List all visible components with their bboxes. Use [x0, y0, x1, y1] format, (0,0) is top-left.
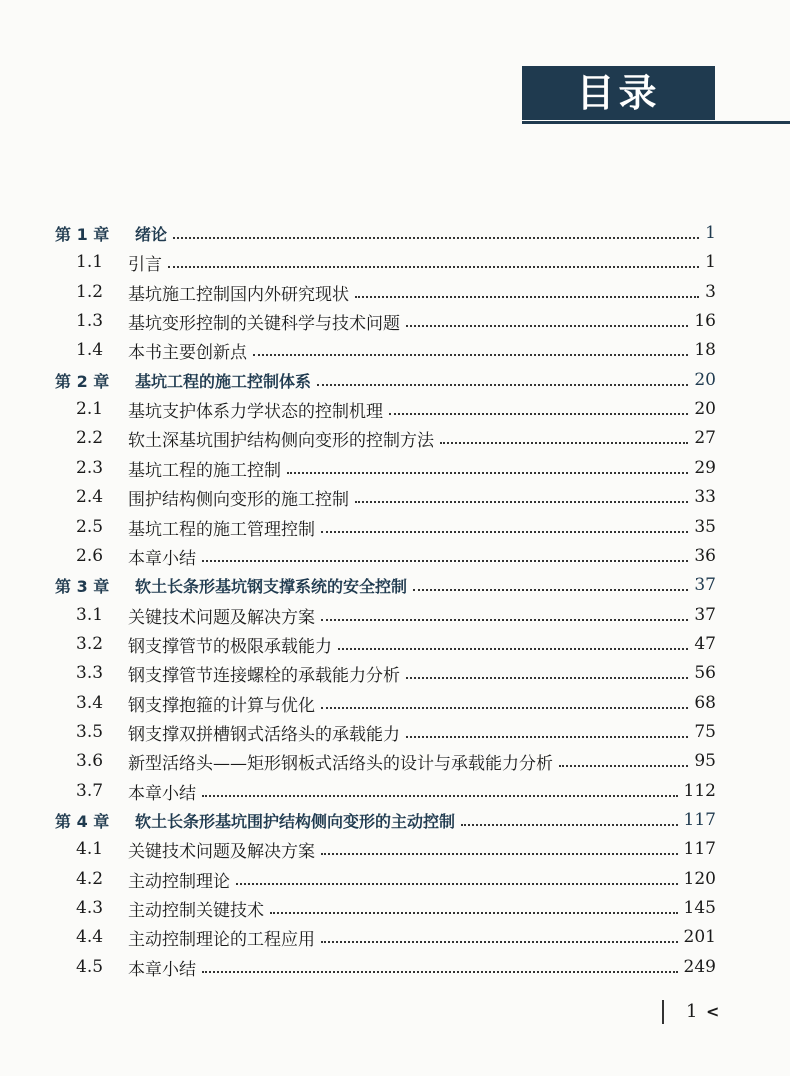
- toc-leader-dots: [253, 354, 688, 356]
- toc-leader-dots: [202, 795, 678, 797]
- toc-entry-number: 2.3: [76, 458, 104, 478]
- toc-entry-page: 68: [694, 693, 716, 713]
- toc-section-row[interactable]: [0, 307, 790, 335]
- toc-entry-number: 1.4: [76, 340, 104, 360]
- toc-entry-page: 95: [694, 751, 716, 771]
- toc-section-row[interactable]: [0, 248, 790, 276]
- toc-entry-title: 基坑施工控制国内外研究现状: [128, 284, 349, 305]
- toc-leader-dots: [287, 472, 688, 474]
- toc-entry-number: 4.4: [76, 927, 104, 947]
- toc-entry-number: 3.5: [76, 722, 104, 742]
- toc-section-row[interactable]: [0, 542, 790, 570]
- toc-section-row[interactable]: [0, 659, 790, 687]
- toc-entry-title: 围护结构侧向变形的施工控制: [128, 489, 349, 510]
- toc-entry-page: 56: [694, 663, 716, 683]
- toc-leader-dots: [406, 677, 688, 679]
- toc-chapter-row[interactable]: [0, 366, 790, 394]
- toc-entry-title: 主动控制理论的工程应用: [128, 929, 315, 950]
- toc-section-row[interactable]: [0, 835, 790, 863]
- footer-divider: [662, 1000, 664, 1024]
- toc-entry-title: 基坑支护体系力学状态的控制机理: [128, 401, 383, 422]
- toc-chapter-row[interactable]: [0, 806, 790, 834]
- toc-section-row[interactable]: [0, 923, 790, 951]
- toc-entry-page: 20: [694, 399, 716, 419]
- toc-entry-page: 33: [694, 487, 716, 507]
- title-rule: [522, 121, 790, 124]
- toc-entry-page: 37: [694, 575, 716, 595]
- toc-entry-title: 新型活络头——矩形钢板式活络头的设计与承载能力分析: [128, 753, 553, 774]
- toc-leader-dots: [317, 384, 688, 386]
- toc-entry-title: 绪论: [135, 224, 168, 244]
- toc-entry-number: 1.3: [76, 311, 104, 331]
- toc-leader-dots: [389, 413, 688, 415]
- toc-entry-page: 75: [694, 722, 716, 742]
- toc-leader-dots: [559, 765, 688, 767]
- toc-entry-page: 36: [694, 546, 716, 566]
- toc-leader-dots: [321, 853, 678, 855]
- toc-entry-page: 37: [694, 605, 716, 625]
- toc-entry-number: 3.3: [76, 663, 104, 683]
- toc-entry-number: 2.1: [76, 399, 104, 419]
- footer-page-number: 1: [686, 1001, 698, 1022]
- toc-entry-title: 基坑变形控制的关键科学与技术问题: [128, 313, 400, 334]
- toc-entry-title: 关键技术问题及解决方案: [128, 841, 315, 862]
- toc-leader-dots: [413, 589, 688, 591]
- toc-leader-dots: [355, 501, 688, 503]
- toc-entry-title: 基坑工程的施工控制: [128, 460, 281, 481]
- toc-leader-dots: [173, 237, 699, 239]
- toc-entry-title: 本章小结: [128, 959, 196, 980]
- toc-entry-page: 145: [683, 898, 716, 918]
- toc-section-row[interactable]: [0, 395, 790, 423]
- toc-entry-number: 1.1: [76, 252, 104, 272]
- toc-entry-title: 钢支撑双拼槽钢式活络头的承载能力: [128, 724, 400, 745]
- toc-entry-page: 3: [705, 282, 716, 302]
- toc-section-row[interactable]: [0, 718, 790, 746]
- toc-entry-page: 117: [683, 839, 716, 859]
- toc-section-row[interactable]: [0, 689, 790, 717]
- toc-leader-dots: [321, 941, 678, 943]
- toc-entry-number: 2.4: [76, 487, 104, 507]
- toc-entry-title: 钢支撑抱箍的计算与优化: [128, 695, 315, 716]
- toc-entry-title: 软土深基坑围护结构侧向变形的控制方法: [128, 430, 434, 451]
- toc-entry-title: 主动控制关键技术: [128, 900, 264, 921]
- toc-entry-page: 1: [705, 223, 716, 243]
- toc-entry-number: 2.2: [76, 428, 104, 448]
- toc-entry-number: 第 4 章: [55, 811, 110, 831]
- toc-leader-dots: [202, 971, 678, 973]
- toc-entry-page: 249: [683, 957, 716, 977]
- toc-section-row[interactable]: [0, 894, 790, 922]
- toc-entry-page: 1: [705, 252, 716, 272]
- toc-leader-dots: [406, 736, 688, 738]
- toc-entry-title: 主动控制理论: [128, 871, 230, 892]
- toc-section-row[interactable]: [0, 336, 790, 364]
- toc-entry-number: 4.2: [76, 869, 104, 889]
- toc-section-row[interactable]: [0, 454, 790, 482]
- toc-leader-dots: [338, 648, 688, 650]
- toc-entry-title: 本章小结: [128, 783, 196, 804]
- toc-entry-title: 钢支撑管节的极限承载能力: [128, 636, 332, 657]
- toc-leader-dots: [321, 531, 688, 533]
- toc-leader-dots: [321, 619, 688, 621]
- toc-entry-page: 16: [694, 311, 716, 331]
- toc-entry-number: 3.6: [76, 751, 104, 771]
- toc-leader-dots: [321, 707, 688, 709]
- toc-leader-dots: [270, 912, 678, 914]
- toc-entry-page: 18: [694, 340, 716, 360]
- toc-entry-title: 基坑工程的施工管理控制: [128, 519, 315, 540]
- toc-leader-dots: [355, 296, 699, 298]
- toc-entry-number: 2.6: [76, 546, 104, 566]
- toc-entry-title: 本章小结: [128, 548, 196, 569]
- toc-chapter-row[interactable]: [0, 219, 790, 247]
- toc-entry-number: 4.1: [76, 839, 104, 859]
- toc-leader-dots: [236, 883, 678, 885]
- toc-leader-dots: [168, 266, 699, 268]
- toc-entry-number: 3.7: [76, 781, 104, 801]
- toc-entry-page: 120: [683, 869, 716, 889]
- toc-entry-title: 钢支撑管节连接螺栓的承载能力分析: [128, 665, 400, 686]
- toc-section-row[interactable]: [0, 777, 790, 805]
- toc-section-row[interactable]: [0, 630, 790, 658]
- toc-leader-dots: [406, 325, 688, 327]
- toc-chapter-row[interactable]: [0, 571, 790, 599]
- toc-section-row[interactable]: [0, 483, 790, 511]
- toc-entry-number: 3.1: [76, 605, 104, 625]
- toc-entry-page: 112: [683, 781, 716, 801]
- toc-entry-number: 第 3 章: [55, 576, 110, 596]
- toc-entry-page: 117: [683, 810, 716, 830]
- toc-section-row[interactable]: [0, 601, 790, 629]
- toc-leader-dots: [461, 824, 678, 826]
- toc-entry-page: 29: [694, 458, 716, 478]
- toc-entry-number: 2.5: [76, 517, 104, 537]
- toc-entry-page: 47: [694, 634, 716, 654]
- toc-leader-dots: [440, 442, 688, 444]
- page-title: 目录: [522, 66, 715, 120]
- toc-entry-page: 27: [694, 428, 716, 448]
- footer-arrow-icon: <: [706, 1002, 720, 1021]
- toc-section-row[interactable]: [0, 953, 790, 981]
- toc-entry-number: 第 2 章: [55, 371, 110, 391]
- toc-entry-page: 35: [694, 517, 716, 537]
- toc-entry-page: 20: [694, 370, 716, 390]
- toc-section-row[interactable]: [0, 513, 790, 541]
- toc-section-row[interactable]: [0, 278, 790, 306]
- toc-entry-title: 软土长条形基坑围护结构侧向变形的主动控制: [135, 811, 456, 831]
- toc-section-row[interactable]: [0, 865, 790, 893]
- toc-entry-number: 3.4: [76, 693, 104, 713]
- toc-entry-title: 引言: [128, 254, 162, 275]
- toc-entry-title: 关键技术问题及解决方案: [128, 607, 315, 628]
- toc-entry-number: 4.5: [76, 957, 104, 977]
- toc-entry-title: 基坑工程的施工控制体系: [135, 371, 312, 391]
- toc-entry-number: 1.2: [76, 282, 104, 302]
- toc-section-row[interactable]: [0, 747, 790, 775]
- toc-section-row[interactable]: [0, 424, 790, 452]
- toc-entry-title: 本书主要创新点: [128, 342, 247, 363]
- toc-entry-page: 201: [683, 927, 716, 947]
- toc-entry-number: 4.3: [76, 898, 104, 918]
- toc-entry-number: 3.2: [76, 634, 104, 654]
- toc-entry-title: 软土长条形基坑钢支撑系统的安全控制: [135, 576, 408, 596]
- toc-leader-dots: [202, 560, 688, 562]
- toc-entry-number: 第 1 章: [55, 224, 110, 244]
